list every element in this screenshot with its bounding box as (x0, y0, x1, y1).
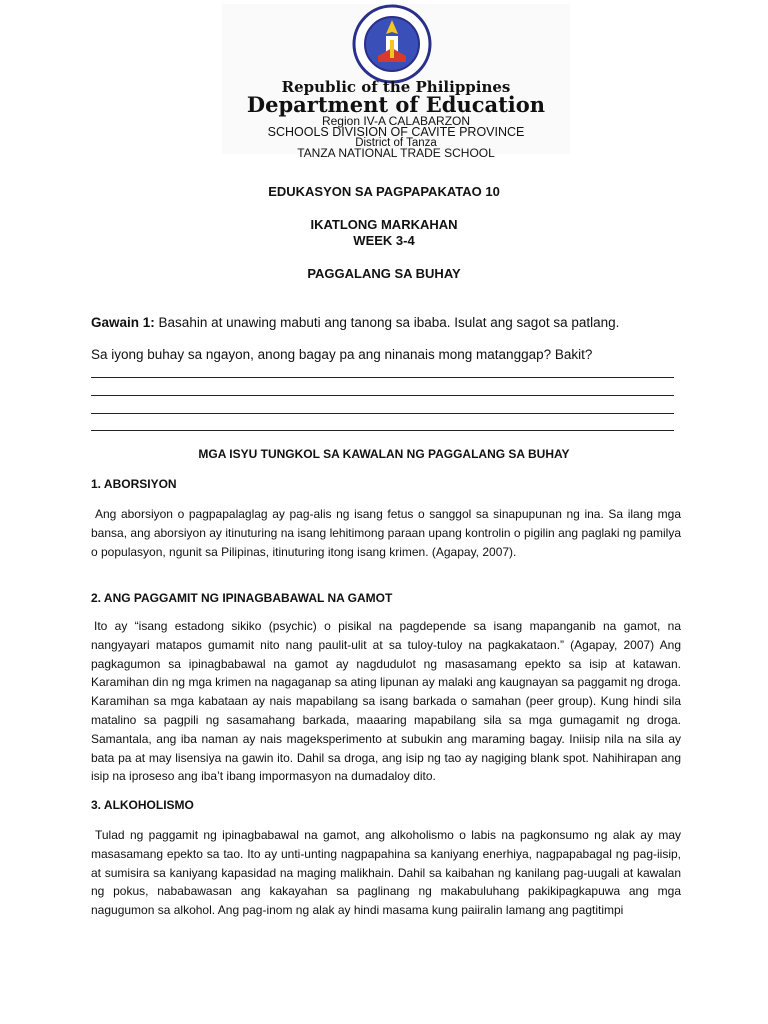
activity-question: Sa iyong buhay sa ngayon, anong bagay pa ang ninanais mong matanggap? Bakit? (91, 347, 593, 362)
answer-line[interactable] (91, 377, 674, 378)
activity-label: Gawain 1: (91, 315, 155, 330)
week-title: WEEK 3-4 (353, 233, 415, 248)
answer-line[interactable] (91, 413, 674, 414)
activity-instruction-line (91, 315, 619, 330)
subject-title: EDUKASYON SA PAGPAPAKATAO 10 (268, 184, 500, 199)
division-line: SCHOOLS DIVISION OF CAVITE PROVINCE (267, 125, 525, 139)
district-line: District of Tanza (355, 137, 437, 149)
school-line: TANZA NATIONAL TRADE SCHOOL (297, 146, 495, 160)
department-line: Department of Education (246, 92, 546, 117)
answer-line[interactable] (91, 430, 674, 431)
region-line: Region IV-A CALABARZON (321, 114, 471, 128)
section-body-aborsiyon: Ang aborsiyon o pagpapalaglag ay pag-alis ng isang fetus o sanggol sa sinapupunan ng ina. Sa ilang mga bansa, ang aborsiyon ay itinuturing na isang lehitimong paraan upang kontrolin o pigilin ang paglaki ng pamilya o populasyon, ngunit sa Pilipinas, itinuturing itong isang krimen. (Agapay, 2007). (91, 507, 681, 559)
letterhead (222, 4, 570, 160)
answer-line[interactable] (91, 395, 674, 396)
section-body-alkoholismo: Tulad ng paggamit ng ipinagbabawal na gamot, ang alkoholismo o labis na pagkonsumo ng alak ay may masasamang epekto sa tao. Ito ay unti-unting nagpapahina sa kaniyang enerhiya, nagpapabagal ng pag-iisip, at sumisira sa kaniyang kapasidad na maging malikhain. Dahil sa kaibahan ng kanilang pag-uugali at kawalan ng pokus, nababawasan ang kakayahan sa paglinang ng makabuluhang pakikipagkapuwa ang mga nagugumon sa alkohol. Ang pag-inom ng alak ay hindi masama kung paiiralin lamang ang pagtitimpi (91, 828, 681, 918)
activity-instruction: Basahin at unawing mabuti ang tanong sa ibaba. Isulat ang sagot sa patlang. (158, 315, 620, 330)
republic-line: Republic of the Philippines (281, 78, 511, 96)
quarter-title: IKATLONG MARKAHAN (310, 217, 458, 232)
section-body-droga: Ito ay “isang estadong sikiko (psychic) o pisikal na pagdepende sa isang mapanganib na gamot, na nangyayari matapos gumamit nito nang paulit-ulit at sa tuloy-tuloy na pagkakataon.” (Agapay, 2007) Ang pagkagumon sa ipinagbabawal na gamot ay nagdudulot ng masasamang epekto sa isip at katawan. Karamihan din ng mga krimen na nagaganap sa ating lipunan ay malaki ang kaugnayan sa paggamit ng droga. Karamihan sa mga kabataan ay nais mapabilang sa isang barkada o samahan (peer group). Kung hindi sila matalino sa pagpili ng sasamahang barkada, maaaring mapabilang sila sa mga gumagamit ng droga. Samantala, ang iba naman ay nais mageksperimento at subukin ang maraming bagay. Iniisip nila na sila ay bata pa at may lisensiya na gawin ito. Dahil sa droga, ang isip ng tao ay nagiging blank spot. Nahihirapan ang isip na iproseso ang iba’t ibang impormasyon na dumadaloy dito. (91, 619, 681, 784)
section-heading-alkoholismo: 3. ALKOHOLISMO (91, 798, 194, 812)
deped-seal-icon (342, 4, 442, 86)
section-heading-aborsiyon: 1. ABORSIYON (91, 477, 177, 491)
section-heading-droga: 2. ANG PAGGAMIT NG IPINAGBABAWAL NA GAMOT (91, 591, 393, 605)
topic-title: PAGGALANG SA BUHAY (307, 266, 461, 281)
issues-title: MGA ISYU TUNGKOL SA KAWALAN NG PAGGALANG SA BUHAY (198, 447, 570, 461)
